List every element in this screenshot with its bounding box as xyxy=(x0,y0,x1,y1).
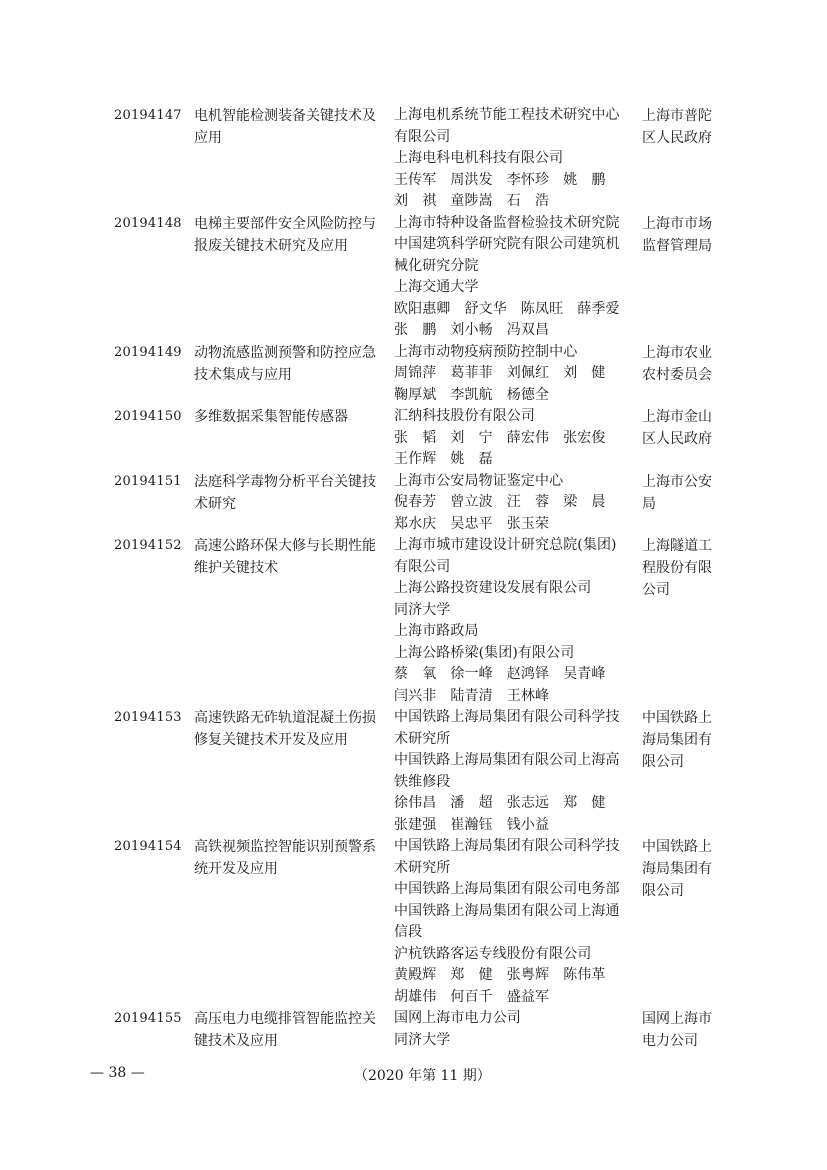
completing-units-line: 上海交通大学 xyxy=(394,279,479,295)
completing-units-line: 上海公路投资建设发展有限公司 xyxy=(394,580,592,596)
recommender-line: 海局集团有 xyxy=(642,861,712,877)
completing-units-line: 术研究所 xyxy=(394,730,451,747)
completing-units-line: 同济大学 xyxy=(394,601,451,618)
completing-units-line: 张 鹏 刘小畅 冯双昌 xyxy=(394,322,550,338)
recommender xyxy=(642,836,722,902)
recommender-line: 限公司 xyxy=(642,883,684,899)
recommender-line: 程股份有限 xyxy=(642,560,712,576)
issue-label: （2020 年第 11 期） xyxy=(354,1068,491,1084)
project-title-line: 修复关键技术开发及应用 xyxy=(194,732,348,748)
recommender-line: 农村委员会 xyxy=(642,366,712,383)
completing-units-line: 上海市公安局物证鉴定中心 xyxy=(394,472,564,489)
recommender-line: 公司 xyxy=(642,582,670,598)
award-entry xyxy=(0,707,827,836)
completing-units-line: 中国铁路上海局集团有限公司上海通 xyxy=(394,902,620,919)
completing-units-line: 汇纳科技股份有限公司 xyxy=(394,408,535,424)
completing-units-line: 中国铁路上海局集团有限公司电务部 xyxy=(394,881,620,897)
recommender xyxy=(642,105,722,149)
project-title-line: 技术集成与应用 xyxy=(194,366,292,383)
recommender-line: 区人民政府 xyxy=(642,130,712,146)
entry-id: 20194149 xyxy=(114,344,182,360)
recommender xyxy=(642,471,722,515)
completing-units-line: 国网上海市电力公司 xyxy=(394,1010,521,1026)
completing-units-line: 上海市动物疫病预防控制中心 xyxy=(394,343,578,360)
completing-units-line: 中国铁路上海局集团有限公司上海高 xyxy=(394,752,620,768)
recommender-line: 上海市市场 xyxy=(642,215,712,232)
entry-id: 20194155 xyxy=(114,1011,182,1026)
completing-units-line: 黄殿辉 郑 健 张粤辉 陈伟革 xyxy=(394,967,606,983)
completing-units xyxy=(394,1008,642,1051)
award-entry xyxy=(0,342,827,407)
completing-units-line: 张建强 崔瀚钰 钱小益 xyxy=(394,816,550,833)
completing-units-line: 有限公司 xyxy=(394,558,451,575)
completing-units-line: 上海公路桥梁(集团)有限公司 xyxy=(394,644,575,661)
award-list xyxy=(0,105,827,1052)
project-title xyxy=(194,836,394,880)
completing-units-line: 信段 xyxy=(394,924,423,940)
entry-id: 20194153 xyxy=(114,710,182,725)
recommender xyxy=(642,342,722,386)
completing-units-line: 沪杭铁路客运专线股份有限公司 xyxy=(394,945,592,962)
project-title-line: 电梯主要部件安全风险防控与 xyxy=(194,215,376,232)
project-title-line: 键技术及应用 xyxy=(194,1033,278,1049)
completing-units-line: 张 韬 刘 宁 薛宏伟 张宏俊 xyxy=(394,429,606,446)
completing-units-line: 中国建筑科学研究院有限公司建筑机 xyxy=(394,236,620,252)
project-title-line: 报废关键技术研究及应用 xyxy=(194,237,348,254)
page-footer xyxy=(0,1065,827,1087)
completing-units-line: 蔡 氧 徐一峰 赵鸿铎 吴青峰 xyxy=(394,666,606,682)
project-title xyxy=(194,1008,394,1052)
project-title-line: 术研究 xyxy=(194,495,236,512)
recommender-line: 监督管理局 xyxy=(642,237,712,254)
completing-units-line: 上海市特种设备监督检验技术研究院 xyxy=(394,214,620,231)
entry-id: 20194154 xyxy=(114,839,182,854)
project-title xyxy=(194,406,394,428)
project-title-line: 高速公路环保大修与长期性能 xyxy=(194,538,376,554)
entry-id: 20194152 xyxy=(114,538,182,553)
project-title-line: 多维数据采集智能传感器 xyxy=(194,409,348,425)
completing-units xyxy=(394,105,642,213)
entry-id: 20194147 xyxy=(114,108,182,123)
completing-units-line: 郑水庆 吴忠平 张玉荣 xyxy=(394,515,550,532)
completing-units xyxy=(394,342,642,407)
award-entry xyxy=(0,836,827,1008)
completing-units-line: 王传军 周洪发 李怀珍 姚 鹏 xyxy=(394,171,606,188)
completing-units-line: 有限公司 xyxy=(394,128,451,145)
completing-units xyxy=(394,836,642,1008)
award-entry xyxy=(0,213,827,342)
recommender-line: 限公司 xyxy=(642,754,684,770)
recommender-line: 上海市公安 xyxy=(642,473,712,490)
recommender xyxy=(642,1008,722,1052)
completing-units-line: 王作辉 姚 磊 xyxy=(394,451,493,467)
completing-units-line: 上海电机系统节能工程技术研究中心 xyxy=(394,107,620,123)
project-title-line: 高铁视频监控智能识别预警系 xyxy=(194,839,376,855)
recommender xyxy=(642,406,722,450)
completing-units-line: 周锦萍 葛菲菲 刘佩红 刘 健 xyxy=(394,365,606,381)
entry-id: 20194148 xyxy=(114,215,182,231)
project-title-line: 电机智能检测装备关键技术及 xyxy=(194,108,376,124)
award-entry xyxy=(0,105,827,213)
completing-units-line: 上海市路政局 xyxy=(394,623,479,639)
recommender-line: 国网上海市 xyxy=(642,1011,712,1027)
completing-units-line: 胡雄伟 何百千 盛益军 xyxy=(394,988,550,1005)
project-title xyxy=(194,707,394,751)
project-title-line: 应用 xyxy=(194,130,222,146)
recommender xyxy=(642,213,722,257)
completing-units-line: 上海电科电机科技有限公司 xyxy=(394,150,564,166)
award-entry xyxy=(0,471,827,536)
project-title-line: 高速铁路无砟轨道混凝土伤损 xyxy=(194,710,376,726)
completing-units-line: 倪春芳 曾立波 汪 蓉 梁 晨 xyxy=(394,494,606,510)
award-entry xyxy=(0,406,827,471)
completing-units-line: 闫兴非 陆青清 王林峰 xyxy=(394,687,550,704)
completing-units-line: 欧阳惠卿 舒文华 陈凤旺 薛季爱 xyxy=(394,300,620,317)
recommender-line: 上海隧道工 xyxy=(642,538,712,554)
completing-units-line: 中国铁路上海局集团有限公司科学技 xyxy=(394,838,620,854)
project-title-line: 动物流感监测预警和防控应急 xyxy=(194,344,376,361)
completing-units-line: 鞠厚斌 李凯航 杨德全 xyxy=(394,386,550,403)
completing-units-line: 铁维修段 xyxy=(394,773,451,790)
completing-units xyxy=(394,707,642,836)
completing-units-line: 术研究所 xyxy=(394,859,451,876)
recommender-line: 中国铁路上 xyxy=(642,710,712,726)
completing-units-line: 刘 祺 童陟嵩 石 浩 xyxy=(394,193,550,209)
project-title-line: 法庭科学毒物分析平台关键技 xyxy=(194,473,376,490)
completing-units xyxy=(394,535,642,707)
project-title xyxy=(194,213,394,257)
project-title xyxy=(194,105,394,149)
project-title xyxy=(194,471,394,515)
project-title-line: 高压电力电缆排管智能监控关 xyxy=(194,1011,376,1027)
completing-units xyxy=(394,471,642,536)
project-title xyxy=(194,342,394,386)
completing-units-line: 同济大学 xyxy=(394,1031,451,1048)
project-title-line: 统开发及应用 xyxy=(194,861,278,877)
recommender xyxy=(642,707,722,773)
recommender-line: 电力公司 xyxy=(642,1033,698,1049)
recommender-line: 中国铁路上 xyxy=(642,839,712,855)
recommender-line: 局 xyxy=(642,495,656,512)
entry-id: 20194150 xyxy=(114,409,182,424)
project-title xyxy=(194,535,394,579)
recommender-line: 上海市金山 xyxy=(642,409,712,425)
completing-units-line: 徐伟昌 潘 超 张志远 郑 健 xyxy=(394,795,606,811)
completing-units-line: 械化研究分院 xyxy=(394,257,479,274)
award-entry xyxy=(0,1008,827,1052)
award-entry xyxy=(0,535,827,707)
recommender-line: 区人民政府 xyxy=(642,431,712,447)
page-number: — 38 — xyxy=(90,1065,145,1081)
entry-id: 20194151 xyxy=(114,473,182,489)
completing-units xyxy=(394,213,642,342)
completing-units xyxy=(394,406,642,471)
project-title-line: 维护关键技术 xyxy=(194,560,278,576)
recommender-line: 海局集团有 xyxy=(642,732,712,748)
recommender-line: 上海市农业 xyxy=(642,344,712,361)
completing-units-line: 上海市城市建设设计研究总院(集团) xyxy=(394,537,617,553)
recommender xyxy=(642,535,722,601)
recommender-line: 上海市普陀 xyxy=(642,108,712,124)
completing-units-line: 中国铁路上海局集团有限公司科学技 xyxy=(394,709,620,725)
